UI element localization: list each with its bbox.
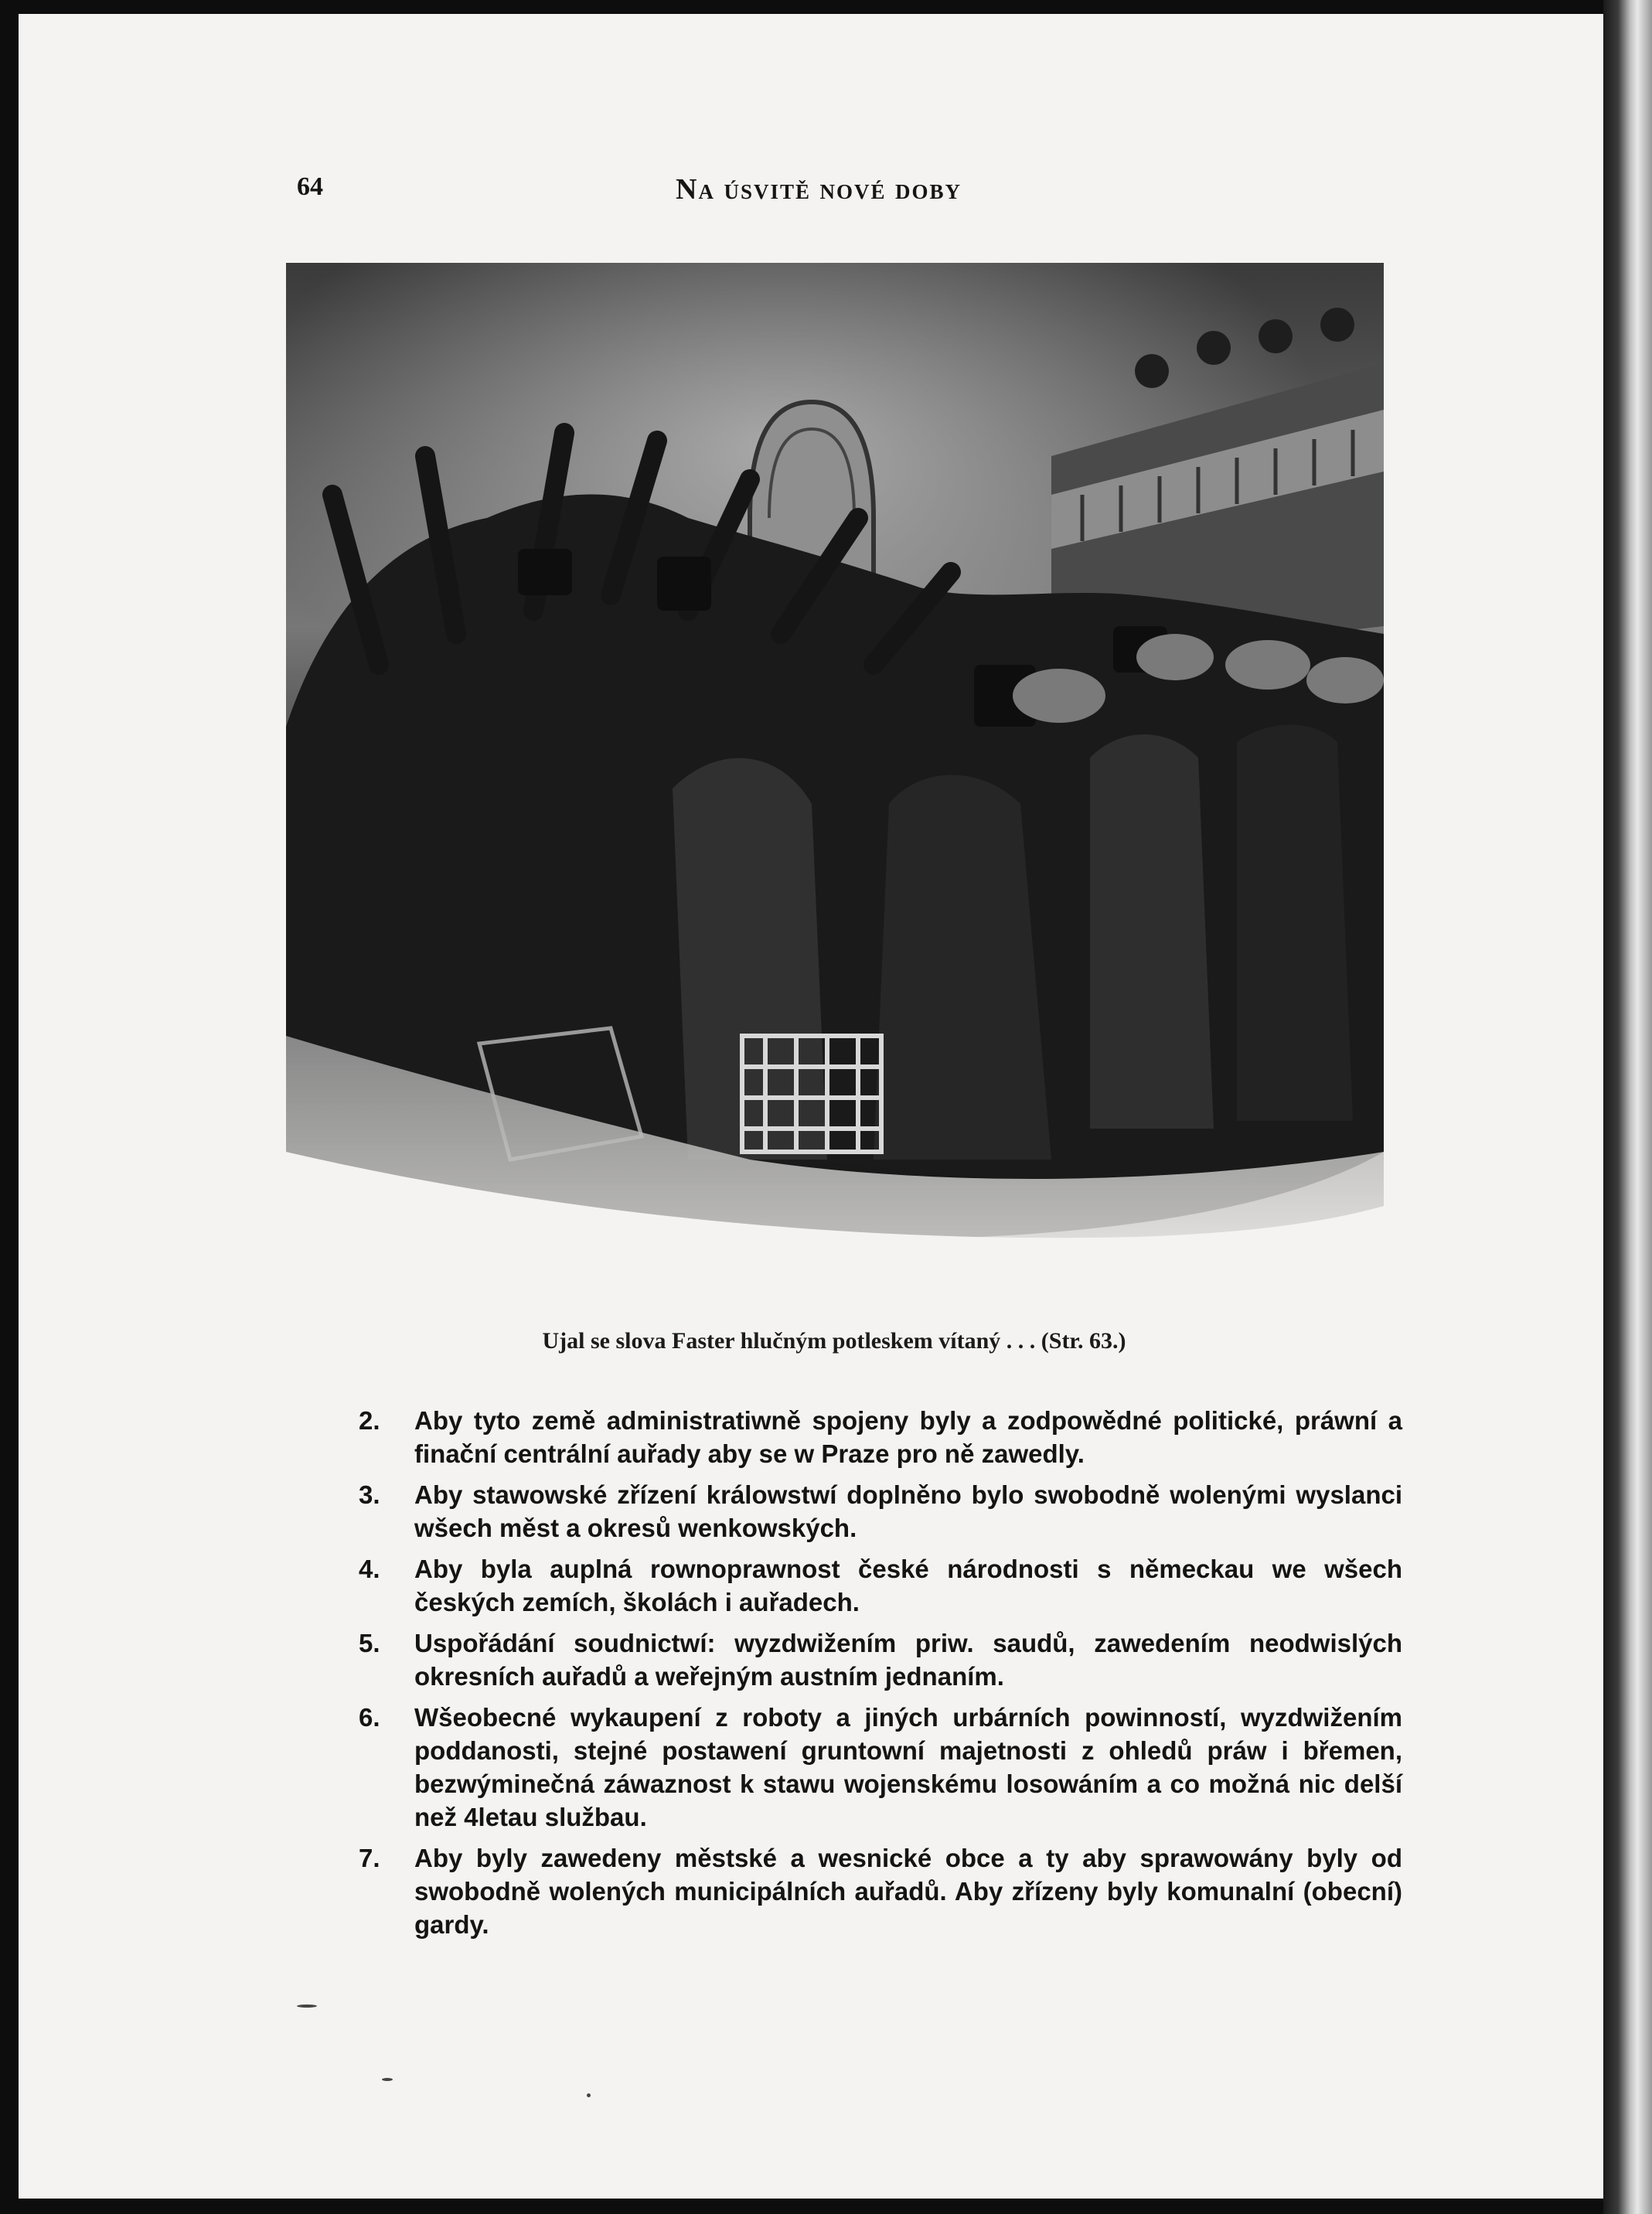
running-title: Na úsvitě nové doby [676,173,962,206]
numbered-demands-list [359,1404,1402,1949]
item-text: Aby stawowské zřízení králowstwí doplněno bylo swobodně wolenými wyslanci wšech měst a okresů wenkowských. [414,1480,1402,1542]
paper-speck [297,2005,317,2008]
book-spine-edge [1603,0,1652,2214]
item-number: 7. [359,1844,380,1872]
list-item [359,1626,1402,1693]
list-item [359,1404,1402,1470]
paper-speck [587,2093,591,2097]
item-number: 6. [359,1703,380,1732]
list-item [359,1478,1402,1545]
list-item [359,1552,1402,1619]
item-text: Aby byla auplná rownoprawnost české národnosti s německau we wšech českých zemích, školách i auřadech. [414,1555,1402,1616]
item-text: Aby byly zawedeny městské a wesnické obce a ty aby sprawowány byly od swobodně wolených municipálních auřadů. Aby zřízeny byly komunalní (obecní) gardy. [414,1844,1402,1939]
illustration-caption: Ujal se slova Faster hlučným potleskem vítaný . . . (Str. 63.) [542,1328,1126,1354]
item-text: Wšeobecné wykaupení z roboty a jiných urbárních powinností, wyzdwižením poddanosti, stejné postawení gruntowní majetnosti z ohledů práw i břemen, bezwýminečná záwaznost k stawu wojenskému losowáním a co možná nic delší než 4letau službau. [414,1703,1402,1831]
crowd-engraving-illustration [286,263,1384,1314]
item-number: 2. [359,1406,380,1435]
item-text: Uspořádání soudnictwí: wyzdwižením priw. saudů, zawedením neodwislých okresních auřadů a weřejným austním jednaním. [414,1629,1402,1691]
item-number: 3. [359,1480,380,1509]
item-number: 4. [359,1555,380,1583]
book-page [19,14,1603,2199]
list-item [359,1701,1402,1834]
list-item [359,1841,1402,1941]
item-text: Aby tyto země administratiwně spojeny byly a zodpowědné politické, práwní a finační centrální auřady aby se w Praze pro ně zawedly. [414,1406,1402,1468]
item-number: 5. [359,1629,380,1657]
page-header [19,172,1603,219]
page-number: 64 [297,172,323,201]
paper-speck [382,2078,393,2081]
